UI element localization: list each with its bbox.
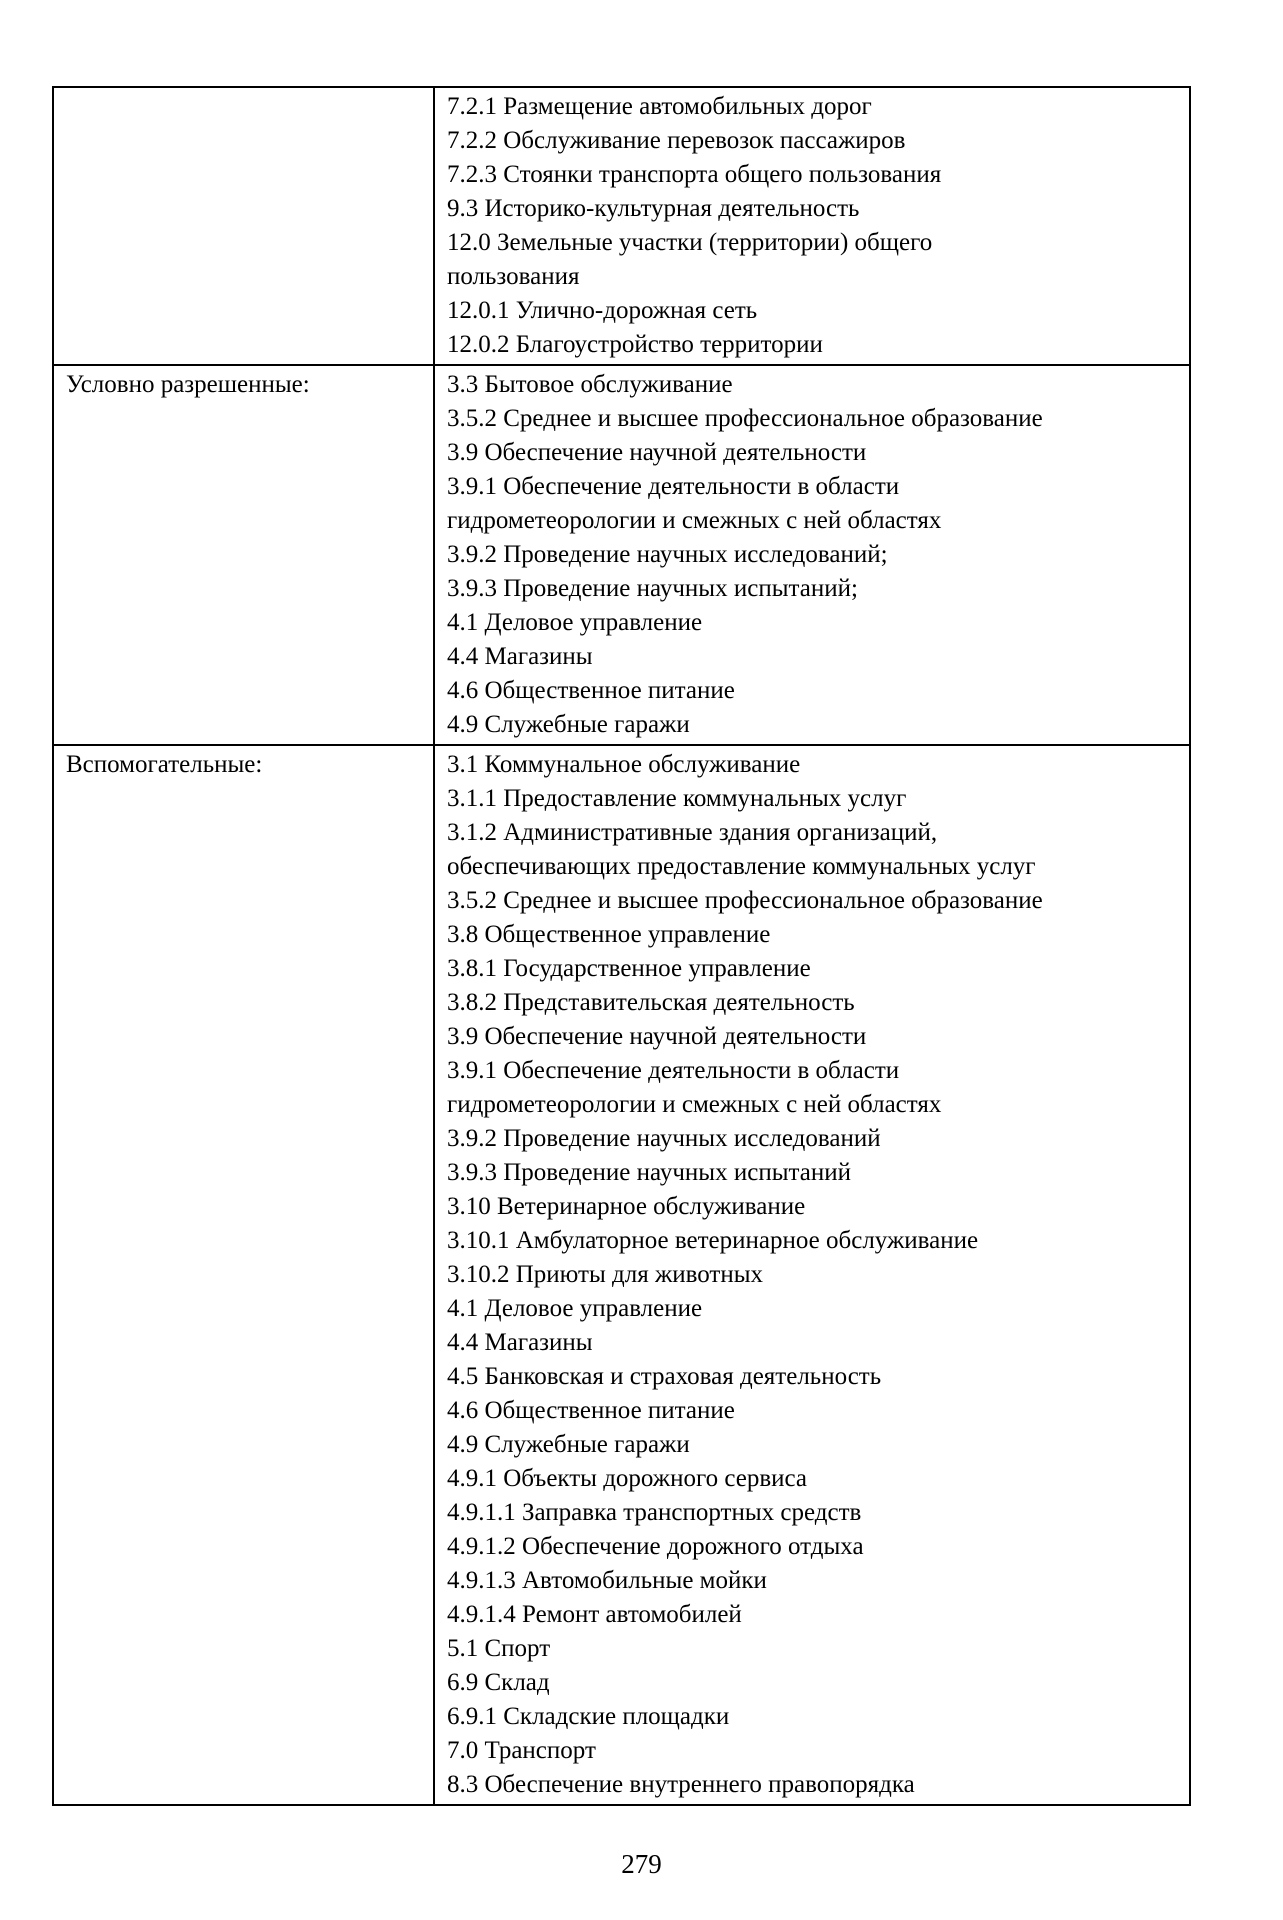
usage-item: 3.5.2 Среднее и высшее профессиональное образование: [447, 405, 1043, 432]
usage-item: 4.9.1.3 Автомобильные мойки: [447, 1567, 767, 1594]
usage-item: 4.9.1.4 Ремонт автомобилей: [447, 1601, 742, 1628]
table-row: [53, 365, 1190, 745]
page-number: 279: [621, 1849, 662, 1879]
usage-item: пользования: [447, 263, 580, 290]
usage-item: 3.10 Ветеринарное обслуживание: [447, 1193, 806, 1220]
usage-item: 3.9.2 Проведение научных исследований;: [447, 541, 888, 568]
usage-item: 4.6 Общественное питание: [447, 677, 735, 704]
usage-item: 4.5 Банковская и страховая деятельность: [447, 1363, 882, 1390]
land-use-table: [52, 86, 1191, 1806]
usage-item: 4.4 Магазины: [447, 643, 593, 670]
usage-item: 4.1 Деловое управление: [447, 1295, 703, 1322]
usage-item: 3.9.3 Проведение научных испытаний: [447, 1159, 851, 1186]
table-body: [53, 87, 1190, 1805]
usage-item: 7.2.3 Стоянки транспорта общего пользования: [447, 161, 942, 188]
usage-item: 6.9.1 Складские площадки: [447, 1703, 730, 1730]
usage-item: 3.1.1 Предоставление коммунальных услуг: [447, 785, 907, 812]
usage-item: 12.0 Земельные участки (территории) общего: [447, 229, 933, 256]
usage-list-cell: [434, 745, 1190, 1805]
usage-item: 3.9.3 Проведение научных испытаний;: [447, 575, 858, 602]
usage-item: 6.9 Склад: [447, 1669, 550, 1696]
usage-item: 4.1 Деловое управление: [447, 609, 703, 636]
usage-item: 3.1.2 Административные здания организаций,: [447, 819, 938, 846]
category-label: Условно разрешенные:: [66, 371, 310, 398]
category-label: Вспомогательные:: [66, 751, 263, 778]
usage-item: 3.3 Бытовое обслуживание: [447, 371, 733, 398]
usage-item: обеспечивающих предоставление коммунальных услуг: [447, 853, 1036, 880]
usage-list-cell: [434, 87, 1190, 365]
usage-item: 3.10.1 Амбулаторное ветеринарное обслуживание: [447, 1227, 979, 1254]
usage-item: 3.9.2 Проведение научных исследований: [447, 1125, 881, 1152]
usage-item: гидрометеорологии и смежных с ней областях: [447, 507, 942, 534]
usage-list-cell: [434, 365, 1190, 745]
usage-item: 7.2.1 Размещение автомобильных дорог: [447, 93, 872, 120]
usage-item: 9.3 Историко-культурная деятельность: [447, 195, 860, 222]
usage-item: 8.3 Обеспечение внутреннего правопорядка: [447, 1771, 915, 1798]
usage-item: 4.9.1.2 Обеспечение дорожного отдыха: [447, 1533, 864, 1560]
usage-item: 4.9 Служебные гаражи: [447, 711, 690, 738]
usage-item: 3.9 Обеспечение научной деятельности: [447, 1023, 867, 1050]
table-row: [53, 745, 1190, 1805]
table-row: [53, 87, 1190, 365]
usage-item: 3.9.1 Обеспечение деятельности в области: [447, 1057, 900, 1084]
usage-item: 4.9 Служебные гаражи: [447, 1431, 690, 1458]
usage-item: 3.10.2 Приюты для животных: [447, 1261, 764, 1288]
usage-item: 12.0.2 Благоустройство территории: [447, 331, 823, 358]
category-cell: [53, 745, 434, 1805]
usage-item: 3.8 Общественное управление: [447, 921, 771, 948]
category-cell: [53, 365, 434, 745]
usage-item: 4.9.1.1 Заправка транспортных средств: [447, 1499, 862, 1526]
usage-item: 7.0 Транспорт: [447, 1737, 596, 1764]
usage-item: 3.9 Обеспечение научной деятельности: [447, 439, 867, 466]
usage-item: гидрометеорологии и смежных с ней областях: [447, 1091, 942, 1118]
usage-item: 4.9.1 Объекты дорожного сервиса: [447, 1465, 808, 1492]
usage-item: 3.8.2 Представительская деятельность: [447, 989, 855, 1016]
usage-item: 3.1 Коммунальное обслуживание: [447, 751, 801, 778]
usage-item: 5.1 Спорт: [447, 1635, 551, 1662]
usage-item: 3.8.1 Государственное управление: [447, 955, 811, 982]
usage-item: 3.9.1 Обеспечение деятельности в области: [447, 473, 900, 500]
category-cell: [53, 87, 434, 365]
usage-item: 4.4 Магазины: [447, 1329, 593, 1356]
usage-item: 3.5.2 Среднее и высшее профессиональное образование: [447, 887, 1043, 914]
usage-item: 7.2.2 Обслуживание перевозок пассажиров: [447, 127, 906, 154]
usage-item: 12.0.1 Улично-дорожная сеть: [447, 297, 758, 324]
usage-item: 4.6 Общественное питание: [447, 1397, 735, 1424]
